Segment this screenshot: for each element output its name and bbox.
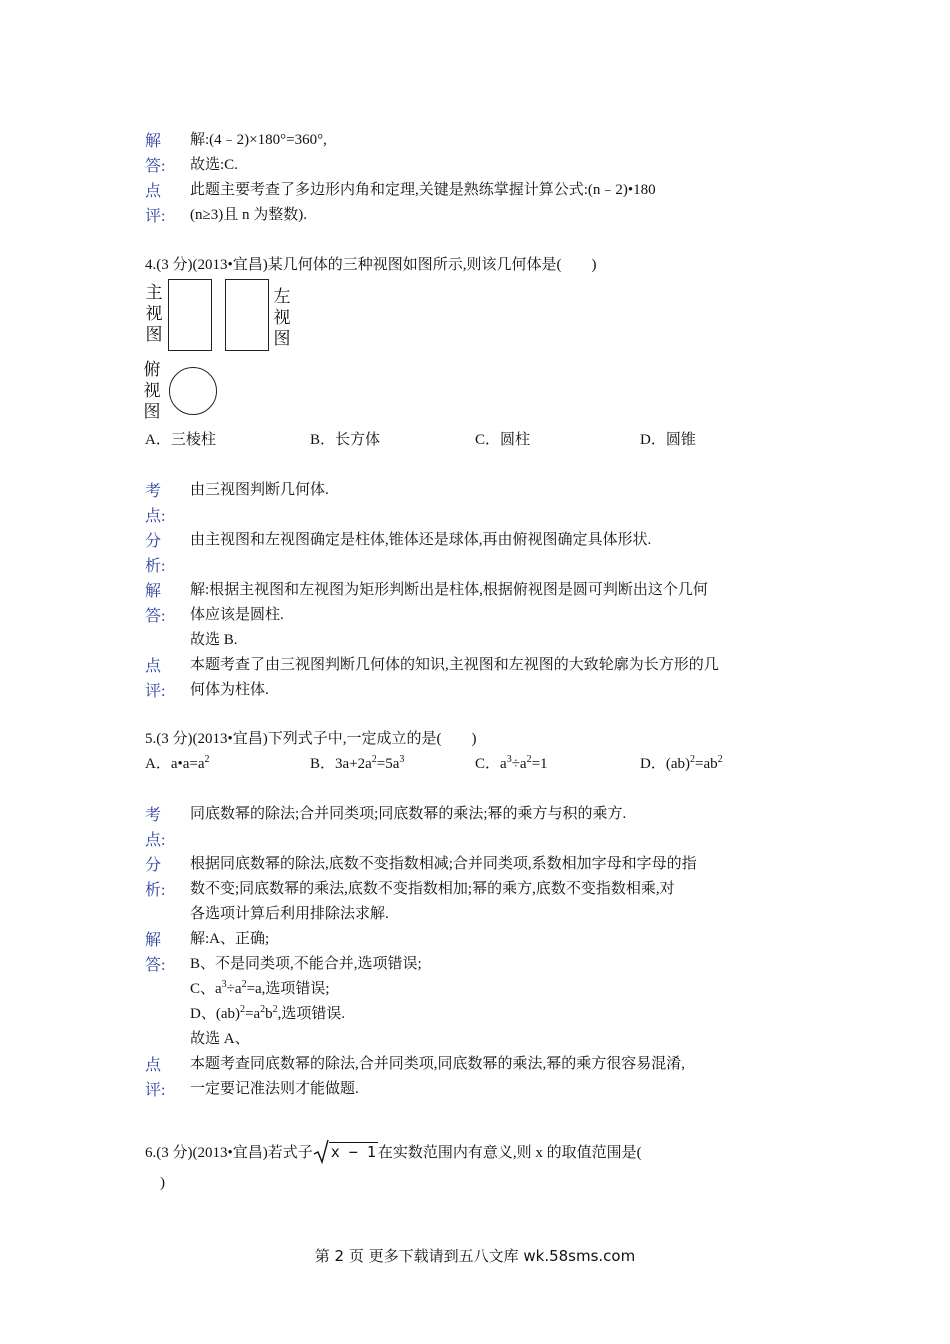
q5-dian-line: 本题考查同底数幂的除法,合并同类项,同底数幂的乘法,幂的乘方很容易混淆, <box>190 1056 686 1072</box>
q5-fenxi-line: 数不变;同底数幂的乘法,底数不变指数相加;幂的乘方,底数不变指数相乘,对 <box>190 881 675 897</box>
q5-fenxi-line: 各选项计算后利用排除法求解. <box>190 906 389 922</box>
q5-option-b: B．$3a+2a^2=5a^3$ <box>310 754 405 772</box>
q4-fenxi-label-1: 分 <box>145 533 162 550</box>
q6-stem-line2: ) <box>160 1175 165 1191</box>
q4-dian-label-1: 点 <box>145 658 162 675</box>
q4-option-d: D．圆锥 <box>640 432 696 448</box>
q3-jie-line: 故选:C. <box>190 157 238 173</box>
q5-option-c: C．$a^3\div a^2=1$ <box>475 754 548 772</box>
q5-jie-line: 故选 A、 <box>190 1031 250 1047</box>
q5-jie-line: 解:A、正确; <box>190 931 270 947</box>
left-view-label: 左 视 图 <box>273 287 291 349</box>
q3-jie-line: 解:(4﹣2)×180°=360°, <box>190 132 327 148</box>
q6-stem: 6.(3 分)(2013•宜昌)若式子 x − 1 在实数范围内有意义,则 x 的取值范围是( <box>145 1139 642 1165</box>
q5-kaodian-label-1: 考 <box>145 807 162 824</box>
radical-sign-icon <box>313 1139 329 1165</box>
q4-jie-label-2: 答: <box>145 608 166 625</box>
q5-dian-line: 一定要记准法则才能做题. <box>190 1081 359 1097</box>
q5-dian-label-1: 点 <box>145 1057 162 1074</box>
front-view-rectangle <box>168 279 212 351</box>
q4-dian-line: 何体为柱体. <box>190 682 269 698</box>
q5-stem: 5.(3 分)(2013•宜昌)下列式子中,一定成立的是( ) <box>145 731 477 747</box>
q4-option-b: B．长方体 <box>310 432 381 448</box>
q3-dian-line: 此题主要考查了多边形内角和定理,关键是熟练掌握计算公式:(n﹣2)•180 <box>190 182 656 198</box>
q5-kaodian-label-2: 点: <box>145 832 166 849</box>
q5-jie-line: B、不是同类项,不能合并,选项错误; <box>190 956 422 972</box>
q5-jie-label-2: 答: <box>145 957 166 974</box>
q4-option-a: A．三棱柱 <box>145 432 216 448</box>
q5-fenxi-label-1: 分 <box>145 857 162 874</box>
q3-dian-label-1: 点 <box>145 183 162 200</box>
q3-jie-label-2: 答: <box>145 158 166 175</box>
q5-option-a: A．$a•a=a^2$ <box>145 754 210 772</box>
top-view-circle <box>169 367 217 415</box>
q5-jie-line: D、$(ab)^2=a^2b^2$,选项错误. <box>190 1004 346 1022</box>
q4-jie-line: 故选 B. <box>190 632 238 648</box>
q4-kaodian-label-2: 点: <box>145 508 166 525</box>
q5-fenxi-label-2: 析: <box>145 882 166 899</box>
radicand: x − 1 <box>330 1143 376 1161</box>
q5-fenxi-line: 根据同底数幂的除法,底数不变指数相减;合并同类项,系数相加字母和字母的指 <box>190 856 697 872</box>
q3-dian-label-2: 评: <box>145 208 166 225</box>
q4-fenxi-label-2: 析: <box>145 558 166 575</box>
q4-jie-label-1: 解 <box>145 583 162 600</box>
q5-jie-label-1: 解 <box>145 932 162 949</box>
q4-dian-line: 本题考查了由三视图判断几何体的知识,主视图和左视图的大致轮廓为长方形的几 <box>190 657 719 673</box>
q4-jie-line: 体应该是圆柱. <box>190 607 284 623</box>
q4-fenxi: 由主视图和左视图确定是柱体,锥体还是球体,再由俯视图确定具体形状. <box>190 532 652 548</box>
q5-dian-label-2: 评: <box>145 1082 166 1099</box>
square-root-expression <box>313 1139 378 1165</box>
q5-kaodian: 同底数幂的除法;合并同类项;同底数幂的乘法;幂的乘方与积的乘方. <box>190 806 627 822</box>
q5-option-d: D．$(ab)^2=ab^2$ <box>640 754 723 772</box>
q4-option-c: C．圆柱 <box>475 432 531 448</box>
q5-jie-line: C、$a^3\div a^2=a$,选项错误; <box>190 979 330 997</box>
front-view-label: 主 视 图 <box>145 283 163 345</box>
q4-kaodian: 由三视图判断几何体. <box>190 482 329 498</box>
top-view-label: 俯 视 图 <box>143 360 161 422</box>
q3-dian-line: (n≥3)且 n 为整数). <box>190 207 307 223</box>
q4-kaodian-label-1: 考 <box>145 483 162 500</box>
left-view-rectangle <box>225 279 269 351</box>
q4-jie-line: 解:根据主视图和左视图为矩形判断出是柱体,根据俯视图是圆可判断出这个几何 <box>190 582 708 598</box>
q4-dian-label-2: 评: <box>145 683 166 700</box>
page-footer: 第 2 页 更多下载请到五八文库 wk.58sms.com <box>314 1247 636 1265</box>
q3-jie-label-1: 解 <box>145 133 162 150</box>
q4-stem: 4.(3 分)(2013•宜昌)某几何体的三种视图如图所示,则该几何体是( ) <box>145 257 597 273</box>
